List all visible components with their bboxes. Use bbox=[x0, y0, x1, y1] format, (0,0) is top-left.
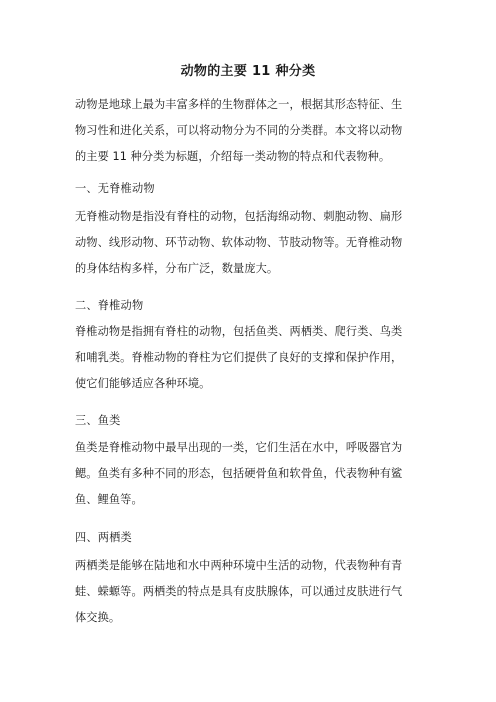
document-title: 动物的主要 11 种分类 bbox=[180, 64, 316, 79]
paragraph-line: 使它们能够适应各种环境。 bbox=[75, 377, 211, 390]
section-paragraph-amphibians bbox=[75, 553, 423, 631]
section-paragraph-invertebrates bbox=[75, 204, 423, 282]
paragraph-line: 动物、线形动物、环节动物、软体动物、节肢动物等。无脊椎动物 bbox=[75, 236, 403, 249]
section-heading-fish: 三、鱼类 bbox=[75, 414, 121, 427]
paragraph-line: 和哺乳类。脊椎动物的脊柱为它们提供了良好的支撑和保护作用， bbox=[75, 351, 403, 364]
intro-line: 的主要 11 种分类为标题，介绍每一类动物的特点和代表物种。 bbox=[75, 150, 391, 163]
intro-line: 物习性和进化关系，可以将动物分为不同的分类群。本文将以动物 bbox=[75, 124, 403, 137]
intro-line: 动物是地球上最为丰富多样的生物群体之一，根据其形态特征、生 bbox=[75, 98, 403, 111]
section-paragraph-vertebrates bbox=[75, 319, 423, 397]
section-heading-invertebrates: 一、无脊椎动物 bbox=[75, 182, 155, 195]
paragraph-line: 鱼类是脊椎动物中最早出现的一类，它们生活在水中，呼吸器官为 bbox=[75, 441, 403, 454]
paragraph-line: 两栖类是能够在陆地和水中两种环境中生活的动物，代表物种有青 bbox=[75, 559, 403, 572]
paragraph-line: 无脊椎动物是指没有脊柱的动物，包括海绵动物、刺胞动物、扁形 bbox=[75, 210, 403, 223]
paragraph-line: 鳃。鱼类有多种不同的形态，包括硬骨鱼和软骨鱼，代表物种有鲨 bbox=[75, 467, 403, 480]
paragraph-line: 的身体结构多样，分布广泛，数量庞大。 bbox=[75, 262, 279, 275]
paragraph-line: 脊椎动物是指拥有脊柱的动物，包括鱼类、两栖类、爬行类、鸟类 bbox=[75, 325, 403, 338]
paragraph-line: 蛙、蝾螈等。两栖类的特点是具有皮肤腺体，可以通过皮肤进行气 bbox=[75, 585, 403, 598]
section-heading-amphibians: 四、两栖类 bbox=[75, 531, 132, 544]
paragraph-line: 鱼、鲤鱼等。 bbox=[75, 493, 143, 506]
paragraph-line: 体交换。 bbox=[75, 611, 121, 624]
section-paragraph-fish bbox=[75, 435, 423, 513]
section-heading-vertebrates: 二、脊椎动物 bbox=[75, 299, 144, 312]
intro-paragraph bbox=[75, 92, 423, 170]
